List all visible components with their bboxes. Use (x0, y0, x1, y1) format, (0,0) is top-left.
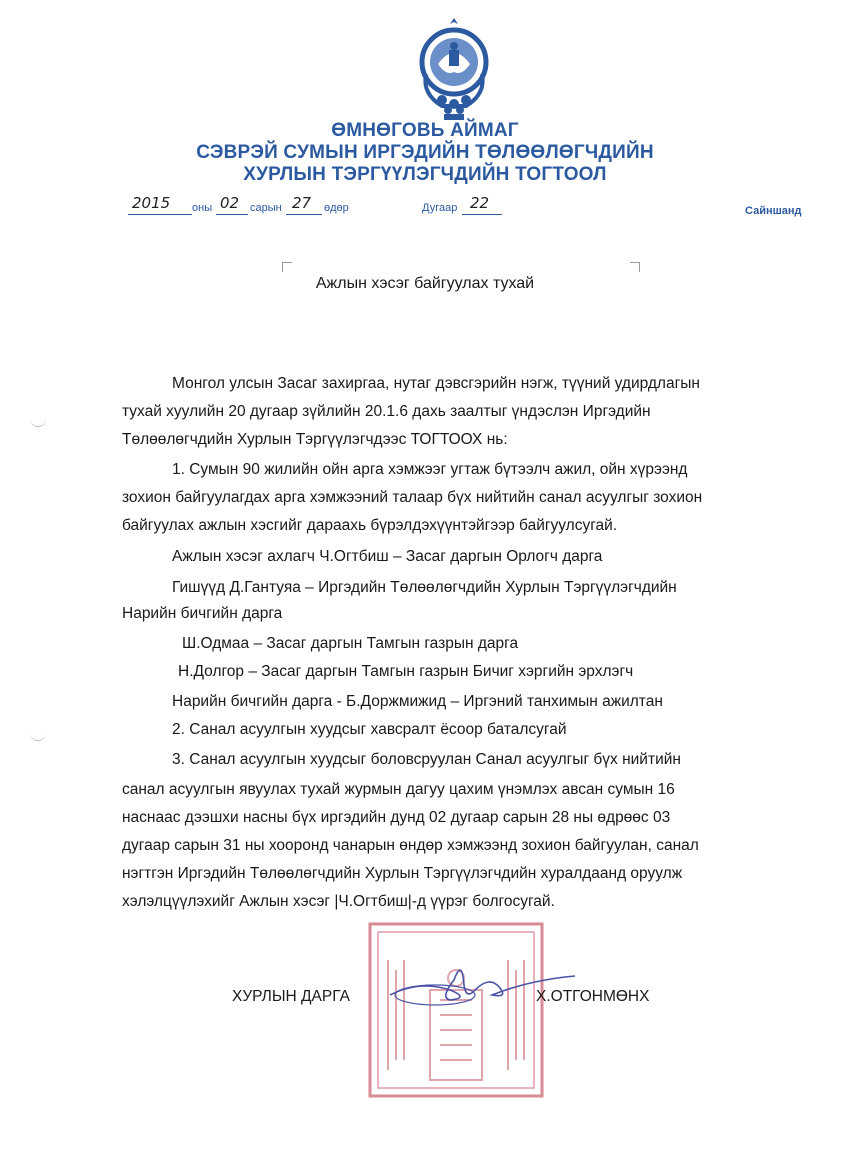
date-year-suffix: оны (192, 202, 213, 214)
date-day: 27 (292, 194, 312, 212)
secretary-line: Нарийн бичгийн дарга - Б.Доржмижид – Иргэний танхимын ажилтан (172, 693, 663, 710)
member-1a: Гишүүд Д.Гантуяа – Иргэдийн Төлөөлөгчдийн Хурлын Тэргүүлэгчдийн (172, 579, 677, 596)
item1-line-2: зохион байгуулагдах арга хэмжээний талаар бүх нийтийн санал асуулгыг зохион (122, 489, 703, 506)
item3-line-5: нэгтгэн Иргэдийн Төлөөлөгчдийн Хурлын Тэргүүлэгчдийн хуралдаанд оруулж (122, 865, 683, 882)
item1-line-3: байгуулах ажлын хэсгийг дараахь бүрэлдэхүүнтэйгээр байгуулсугай. (122, 517, 618, 534)
place-name: Сайншанд (745, 205, 802, 217)
header-resolution: ХУРЛЫН ТЭРГҮҮЛЭГЧДИЙН ТОГТООЛ (243, 164, 607, 185)
item3-line-6: хэлэлцүүлэхийг Ажлын хэсэг |Ч.Огтбиш|-д үүрэг болгосугай. (122, 893, 555, 910)
signatory-role: ХУРЛЫН ДАРГА (232, 988, 350, 1005)
state-emblem-icon (412, 14, 496, 122)
member-head: Ажлын хэсэг ахлагч Ч.Огтбиш – Засаг даргын Орлогч дарга (172, 548, 603, 565)
member-1b: Нарийн бичгийн дарга (122, 605, 283, 622)
resolution-number: 22 (470, 194, 490, 212)
intro-line-1: Монгол улсын Засаг захиргаа, нутаг дэвсгэрийн нэгж, түүний удирдлагын (172, 375, 700, 392)
header-council: СЭВРЭЙ СУМЫН ИРГЭДИЙН ТӨЛӨӨЛӨГЧДИЙН (196, 142, 654, 163)
member-2: Ш.Одмаа – Засаг даргын Тамгын газрын дарга (182, 635, 519, 652)
intro-line-3: Төлөөлөгчдийн Хурлын Тэргүүлэгчдээс ТОГТООХ нь: (122, 431, 508, 448)
header-aimag: ӨМНӨГОВЬ АЙМАГ (331, 120, 519, 141)
item3-line-3: наснаас дээшхи насны бүх иргэдийн дунд 02 дугаар сарын 28 ны өдрөөс 03 (122, 809, 671, 826)
signatory-name: Х.ОТГОНМӨНХ (536, 988, 650, 1005)
punch-hole-mark (30, 418, 46, 427)
punch-hole-mark (30, 732, 46, 741)
member-3: Н.Долгор – Засаг даргын Тамгын газрын Бичиг хэргийн эрхлэгч (178, 663, 634, 680)
item1-line-1: 1. Сумын 90 жилийн ойн арга хэмжээг угтаж бүтээлч ажил, ойн хүрээнд (172, 461, 688, 478)
date-month-suffix: сарын (250, 202, 282, 214)
item3-line-1: 3. Санал асуулгын хуудсыг боловсруулан Санал асуулгыг бүх нийтийн (172, 751, 681, 768)
title-bracket-left (282, 262, 292, 272)
date-day-suffix: өдөр (324, 202, 349, 214)
handwritten-signature-icon (380, 950, 580, 1020)
document-title: Ажлын хэсэг байгуулах тухай (315, 275, 535, 292)
item2-line: 2. Санал асуулгын хуудсыг хавсралт ёсоор баталсугай (172, 721, 567, 738)
date-month: 02 (220, 194, 240, 212)
number-label: Дугаар (422, 202, 458, 214)
intro-line-2: тухай хуулийн 20 дугаар зүйлийн 20.1.6 дахь заалтыг үндэслэн Иргэдийн (122, 403, 651, 420)
date-year: 2015 (132, 194, 171, 212)
item3-line-2: санал асуулгын явуулах тухай журмын дагуу цахим үнэмлэх авсан сумын 16 (122, 781, 675, 798)
title-bracket-right (630, 262, 640, 272)
date-line (128, 194, 368, 220)
item3-line-4: дугаар сарын 31 ны хооронд чанарын өндөр хэмжээнд зохион байгуулан, санал (122, 837, 699, 854)
